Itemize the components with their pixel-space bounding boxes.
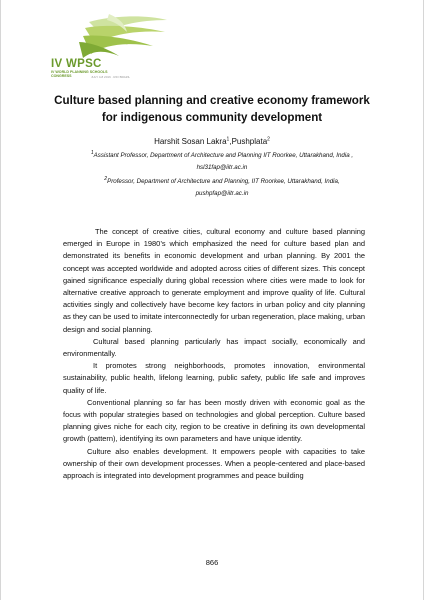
author-list [1,137,423,147]
author-name: Pushplata [231,137,268,146]
logo-subtitle: IV WORLD PLANNING SCHOOLS CONGRESS [51,70,108,78]
body-paragraph: It promotes strong neighborhoods, promotes innovation, environmental sustainability, public health, lifelong learning, public safety, public life safe and improves quality of life. [63,361,365,395]
body-paragraph: Culture also enables development. It empowers people with capacities to take ownership of their own development processes. When a people-centered and place-based approach is integrated into development programmes and peace building [63,446,365,481]
body-paragraph: The concept of creative cities, cultural economy and culture based planning emerged in Europe in 1980’s which emphasized the need for culture based plan and demonstrated its benefits in economic development and urban planning. By 2001 the concept was accepted worldwide and adopted across cities of different sizes. This concept gained significance especially during global recession where cities were made to look for alternative creative approach to generate employment and improve quality of life. Cultural activities singly and collectively have become key factors in urban policy and city planning as they can be used to imitate interconnectedly for urban regeneration, place making, urban design and social planning. [63,227,365,334]
affiliation-marker: 1 [90,149,94,156]
abstract-body [63,226,365,482]
body-paragraph: Conventional planning so far has been mostly driven with economic goal as the focus with popular strategies based on technologies and global perception. Culture based planning gives niche for each city, region to be creative in defining its own developmental growth (pattern), identifying its own parameters and have unique identity. [63,397,365,444]
affiliation-marker: 2 [104,175,108,182]
affiliation [51,176,393,200]
affiliation-email: hsl31fap@iitr.ac.in [196,164,248,171]
page-number: 866 [205,558,219,567]
author-marker: 1 [226,136,230,143]
author-marker: 2 [267,136,270,143]
body-paragraph: Cultural based planning particularly has impact socially, economically and environmentally. [63,336,365,359]
author-name: Harshit Sosan Lakra [154,137,227,146]
paper-title [41,92,383,126]
logo-tagline: JULY 4-8 2016 · RIO BRAZIL [91,75,131,79]
title-line-2: for indigenous community development [101,111,323,124]
author-separator: , [229,137,232,146]
affiliation [51,150,393,174]
affiliation-email: pushpfap@iitr.ac.in [195,190,249,197]
affiliation-text: Assistant Professor, Department of Architecture and Planning IIT Roorkee, Uttarakhand, India , [93,152,354,159]
logo-name: IV WPSC [51,58,102,70]
leaf-swirl-icon [49,14,169,64]
title-line-1: Culture based planning and creative economy framework [54,94,370,107]
affiliation-text: Professor, Department of Architecture and Planning, IIT Roorkee, Uttarakhand, India, [107,178,340,185]
